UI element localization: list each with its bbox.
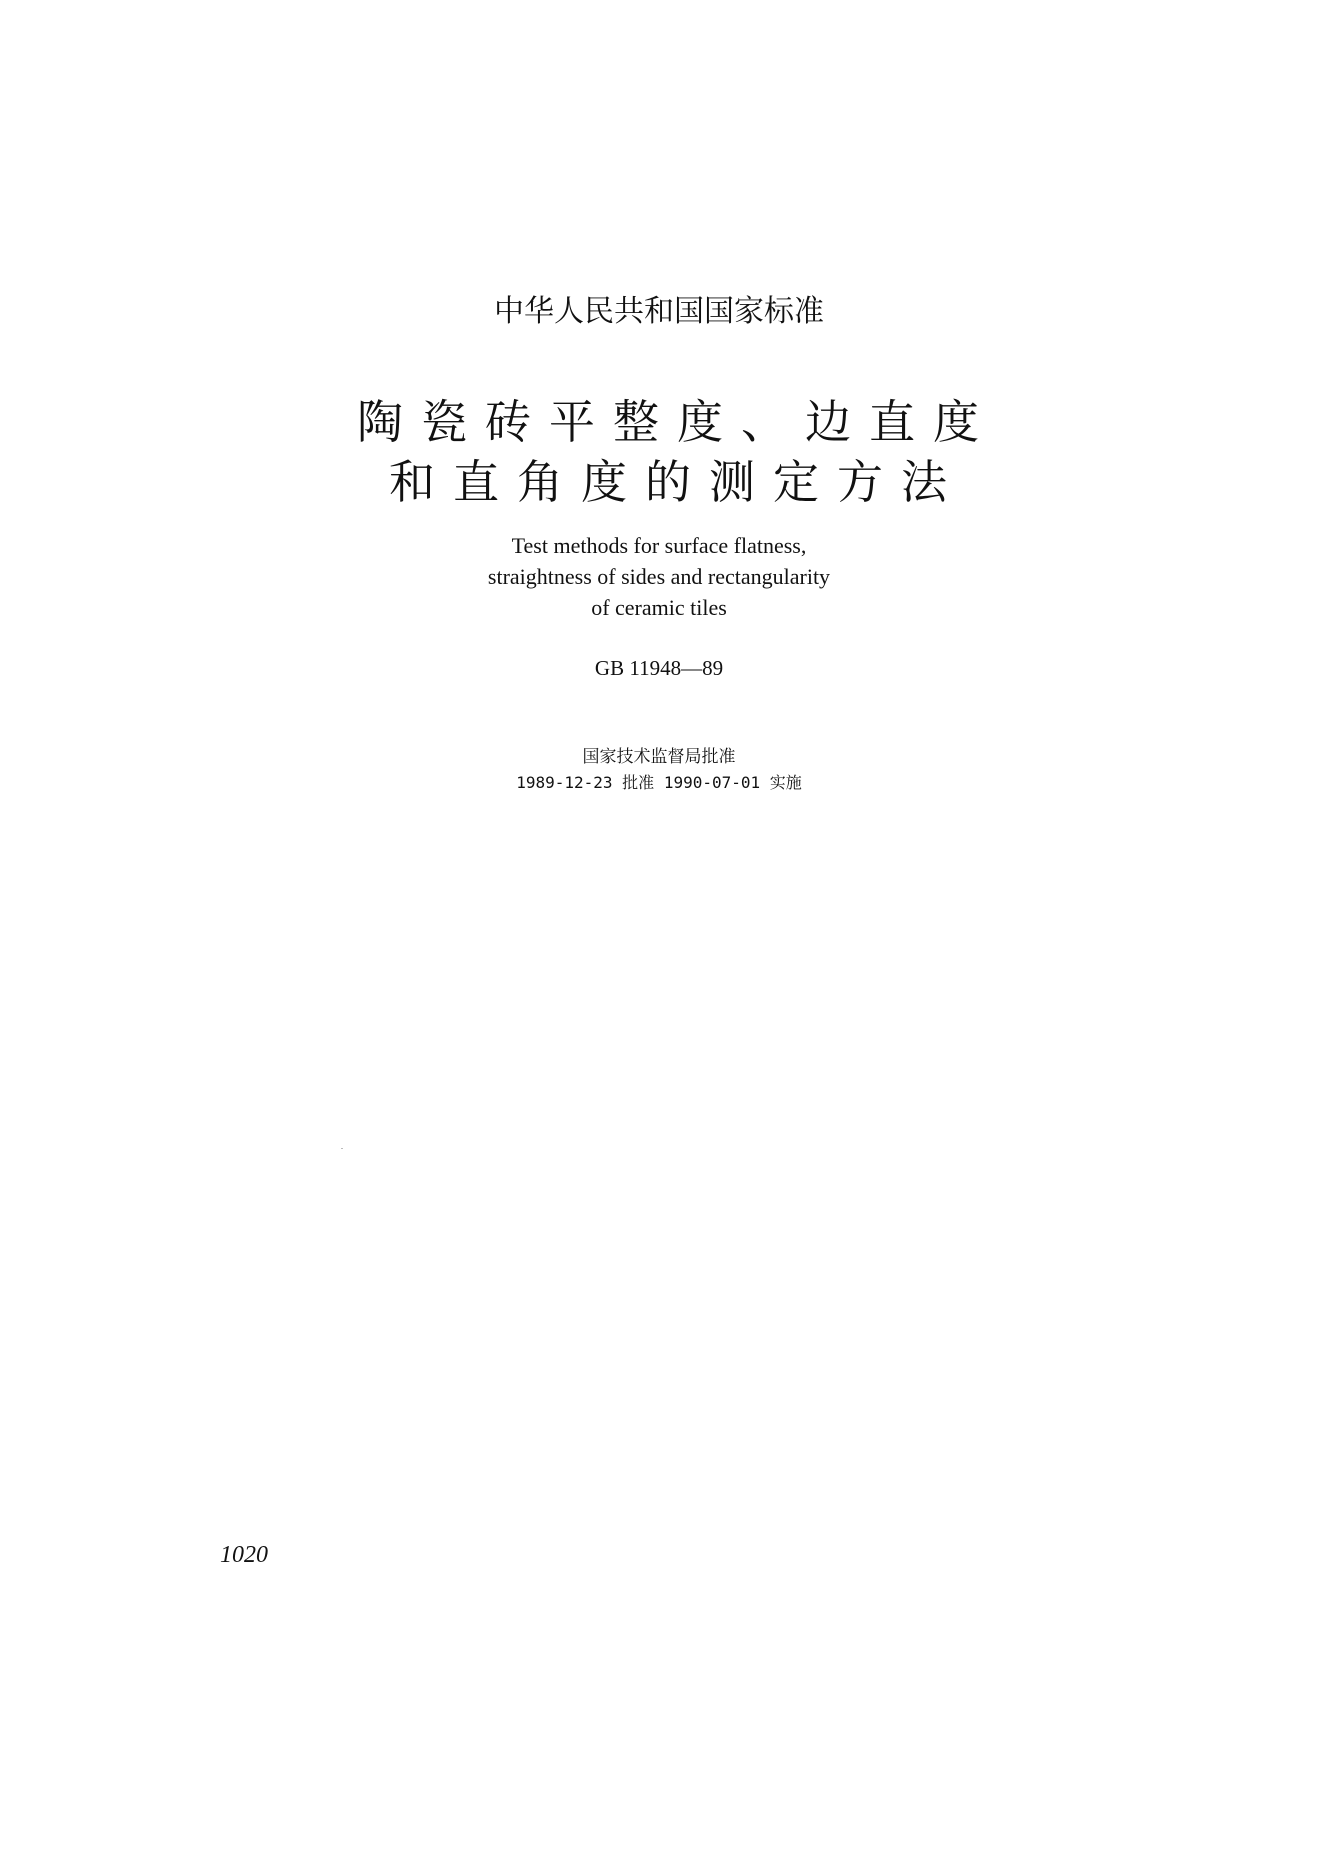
chinese-title-line-2: 和直角度的测定方法 [389,455,965,509]
approval-block [0,744,1318,796]
scan-speck [341,1148,343,1149]
page-number: 1020 [220,1542,268,1568]
english-title [0,530,1318,623]
approval-authority: 国家技术监督局批准 [582,747,736,767]
approval-dates: 1989-12-23 批准 1990-07-01 实施 [516,773,802,792]
chinese-title [0,392,1318,512]
chinese-title-line-1: 陶瓷砖平整度、边直度 [357,395,997,449]
english-title-line-3: of ceramic tiles [591,595,727,620]
national-standard-heading: 中华人民共和国国家标准 [494,294,824,329]
standard-code: GB 11948—89 [594,656,724,680]
english-title-line-1: Test methods for surface flatness, [511,533,807,558]
english-title-line-2: straightness of sides and rectangularity [487,564,831,589]
